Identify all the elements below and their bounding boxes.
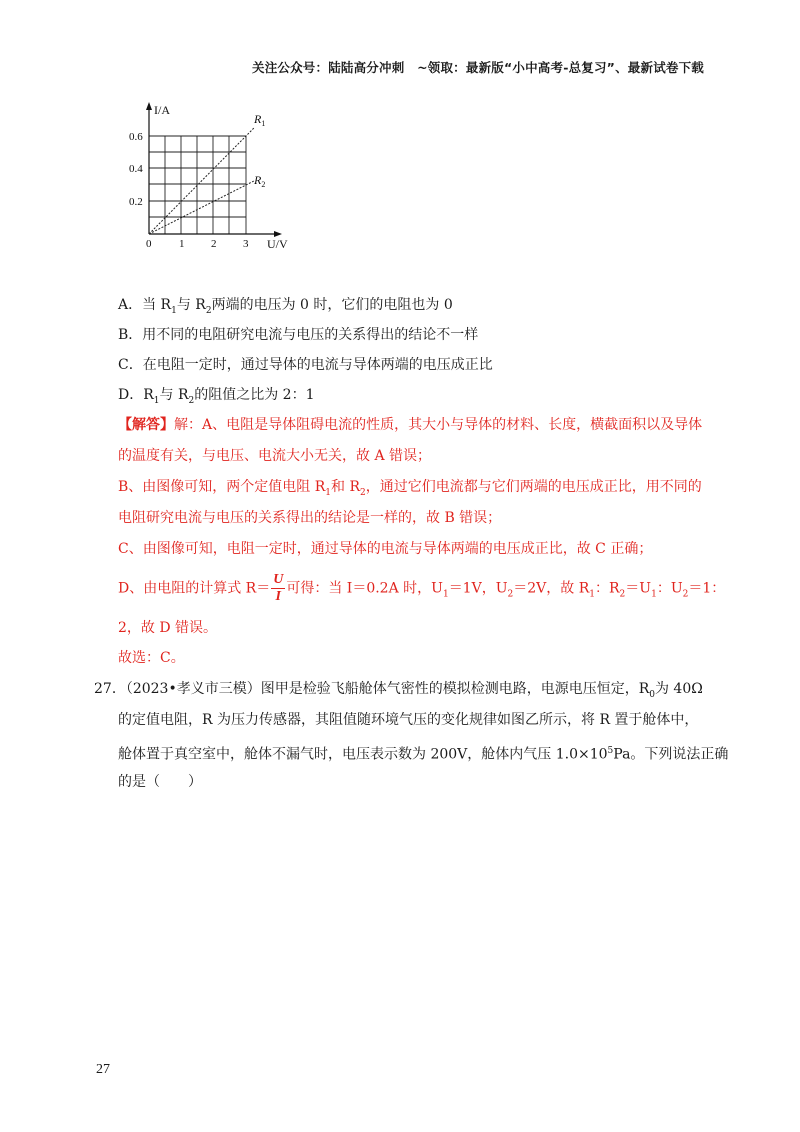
answer-line-5: C、由图像可知，电阻一定时，通过导体的电流与导体两端的电压成正比，故 C 正确； [118, 541, 653, 557]
answer-line-1: 【解答】解：A、电阻是导体阻碍电流的性质，其大小与导体的材料、长度，横截面积以及导体 [118, 417, 703, 433]
page-number: 27 [96, 1062, 110, 1077]
option-b: B．用不同的电阻研究电流与电压的关系得出的结论不一样 [118, 327, 479, 343]
y-tick-label: 0.2 [129, 196, 143, 208]
r1-label: $R_1$ [254, 112, 266, 128]
fraction-u-over-i: $\frac{U}{I}$ [273, 572, 284, 604]
y-axis-label: I/A [154, 103, 170, 117]
question-27-line-1: 27．（2023•孝义市三模）图甲是检验飞船舱体气密性的模拟检测电路，电源电压恒定，$R_0$为 40Ω [94, 681, 703, 700]
x-axis-label: U/V [267, 237, 288, 251]
answer-line-3: B、由图像可知，两个定值电阻 $R_1$和 $R_2$，通过它们电流都与它们两端的电压成正比，用不同的 [118, 479, 702, 498]
option-a: A．当 $R_1$与 $R_2$两端的电压为 0 时，它们的电阻也为 0 [118, 297, 453, 316]
answer-line-4: 电阻研究电流与电压的关系得出的结论是一样的，故 B 错误； [118, 510, 502, 526]
x-tick-label: 3 [243, 238, 249, 250]
answer-line-2: 的温度有关，与电压、电流大小无关，故 A 错误； [118, 448, 432, 464]
answer-line-7: 2，故 D 错误。 [118, 620, 218, 636]
iu-graph [120, 98, 320, 258]
option-d: D．$R_1$与 $R_2$的阻值之比为 2：1 [118, 387, 315, 406]
x-tick-label: 0 [146, 238, 152, 250]
option-c: C．在电阻一定时，通过导体的电流与导体两端的电压成正比 [118, 357, 493, 373]
x-tick-label: 1 [179, 238, 185, 250]
answer-line-6: D、由电阻的计算式 R＝ $\frac{U}{I}$ 可得：当 I＝0.2A 时，$U_1=1V$，$U_2=2V$，故 $R_1$：$R_2=U_1$：$U_2=1$： [118, 572, 726, 604]
y-axis-arrow [146, 102, 152, 110]
page-header: 关注公众号：陆陆高分冲刺 ~领取：最新版“小中高考-总复习”、最新试卷下载 [252, 60, 704, 75]
question-27-line-3: 舱体置于真空室中，舱体不漏气时，电压表示数为 200V，舱体内气压 $1.0\times 10^5Pa$。下列说法正确 [118, 746, 729, 763]
y-tick-label: 0.6 [129, 131, 143, 143]
question-27-line-4: 的是（ ） [118, 774, 202, 790]
question-27-line-2: 的定值电阻，R 为压力传感器，其阻值随环境气压的变化规律如图乙所示，将 R 置于舱体中， [118, 712, 699, 728]
r2-label: $R_2$ [254, 173, 266, 189]
x-tick-label: 2 [211, 238, 217, 250]
answer-line-8: 故选：C。 [118, 650, 185, 666]
y-tick-label: 0.4 [129, 163, 143, 175]
